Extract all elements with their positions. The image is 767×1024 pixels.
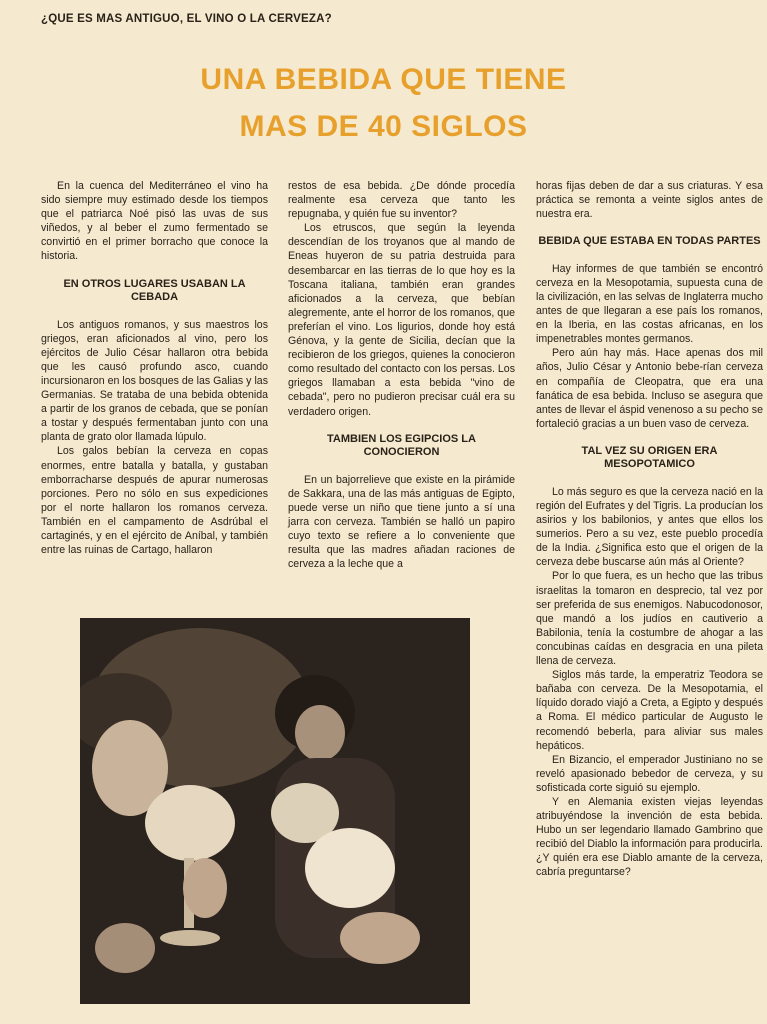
headline-line-2: MAS DE 40 SIGLOS — [239, 110, 528, 143]
paragraph: restos de esa bebida. ¿De dónde procedía realmente esa cerveza que tanto les repugnaba, y quién fue su inventor? — [288, 180, 515, 221]
subheading: TAL VEZ SU ORIGEN ERA MESOPOTAMICO — [581, 444, 718, 471]
paragraph: Los etruscos, que según la leyenda descendían de los troyanos que al mando de Eneas huyeron de su patria destruida para desembarcar en las tierras de lo que hoy es la Toscana italiana, también eran grandes aficionados a la cerveza, que bebían alegremente, ante el horror de los romanos, que preferían el vino. Los ligurios, donde hoy está Génova, y la gente de Sicilia, decían que la recibieron de los griegos, quienes la conocieron como resultado del contacto con los persas. Los griegos llamaban a esta bebida "vino de cebada", pero no pudieron precisar cuál era su verdadero origen. — [288, 222, 515, 418]
photo-people-toasting — [80, 618, 470, 1004]
kicker: ¿QUE ES MAS ANTIGUO, EL VINO O LA CERVEZA? — [41, 13, 332, 25]
paragraph: Los galos bebían la cerveza en copas enormes, entre batalla y batalla, y gustaban emborracharse después de apurar numerosas porciones. Pero no sólo en sus expediciones por el norte hallaron los romanos cerveza. También en el campamento de Asdrúbal el cartaginés, y en el ejército de Aníbal, y también entre las ruinas de Cartago, hallaron — [41, 445, 268, 557]
paragraph: Y en Alemania existen viejas leyendas atribuyéndose la invención de esta bebida. Hubo un ser legendario llamado Gambrino que recibió del Diablo la información para producirla. ¿Y quién era ese Diablo amante de la cerveza, cabría preguntarse? — [536, 795, 763, 879]
column-2 — [288, 179, 515, 571]
paragraph: En la cuenca del Mediterráneo el vino ha sido siempre muy estimado desde los tiempos que el patriarca Noé pisó las uvas de sus viñedos, y al beber el zumo fermentado se convirtió en el primer borracho que conoce la historia. — [41, 180, 268, 263]
subheading: EN OTROS LUGARES USABAN LA CEBADA — [63, 277, 246, 304]
column-3 — [536, 179, 763, 880]
paragraph: Siglos más tarde, la emperatriz Teodora se bañaba con cerveza. De la Mesopotamia, el líquido dorado viajó a Creta, a Egipto y después a Roma. El médico particular de Augusto le recomendó beberla, para aliviar sus males hepáticos. — [536, 669, 763, 752]
headline-line-1: UNA BEBIDA QUE TIENE — [200, 63, 567, 96]
paragraph: En Bizancio, el emperador Justiniano no se reveló apasionado bebedor de cerveza, y su sofisticada corte siguió su ejemplo. — [536, 753, 763, 794]
subheading: TAMBIEN LOS EGIPCIOS LA CONOCIERON — [327, 432, 476, 459]
paragraph: horas fijas deben de dar a sus criaturas. Y esa práctica se remonta a veinte siglos antes de nuestra era. — [536, 180, 763, 221]
paragraph: Los antiguos romanos, y sus maestros los griegos, eran aficionados al vino, pero los ejércitos de Julio César hallaron otra bebida que les causó profundo asco, cuando incursionaron en los bosques de las Galias y las Germanias. Se trataba de una bebida obtenida a partir de los granos de cebada, que se ponían a tostar y después fermentaban junto con una planta de grato olor llamada lúpulo. — [41, 318, 268, 444]
paragraph: Lo más seguro es que la cerveza nació en la región del Eufrates y del Tigris. La producían los asirios y los babilonios, y antes que ellos los sumerios. Pero a su vez, este pueblo procedía de la India. ¿Significa esto que el origen de la cerveza debe buscarse aún más al Oriente? — [536, 485, 763, 569]
paragraph: Hay informes de que también se encontró cerveza en la Mesopotamia, supuesta cuna de la civilización, en las selvas de Inglaterra mucho antes de que llegaran a ese país los romanos, en la Iberia, en las costas africanas, en los impenetrables montes germanos. — [536, 262, 763, 346]
photo-illustration — [80, 618, 470, 1004]
paragraph: Pero aún hay más. Hace apenas dos mil años, Julio César y Antonio bebe-rían cerveza en compañía de Cleopatra, que era una fanática de esa bebida. Incluso se asegura que antes de llevar el áspid venenoso a su pecho se fortaleció gracias a un buen vaso de cerveza. — [536, 347, 763, 430]
subheading: BEBIDA QUE ESTABA EN TODAS PARTES — [538, 235, 761, 248]
paragraph: Por lo que fuera, es un hecho que las tribus israelitas la tomaron en desprecio, tal vez por ser preferida de sus enemigos. Nabucodonosor, que mandó a los judíos en cautiverio a Babilonia, tenía la costumbre de ahogar a las concubinas caídas en desgracia en una pileta llena de cerveza. — [536, 570, 763, 668]
column-1 — [41, 179, 268, 557]
paragraph: En un bajorrelieve que existe en la pirámide de Sakkara, una de las más antiguas de Egipto, puede verse un niño que tiene junto a sí una jarra con cerveza. También se halló un papiro cuyo texto se refiere a lo conveniente que resulta que las madres añadan raciones de cerveza a la leche que a — [288, 473, 515, 571]
headline — [0, 56, 767, 150]
